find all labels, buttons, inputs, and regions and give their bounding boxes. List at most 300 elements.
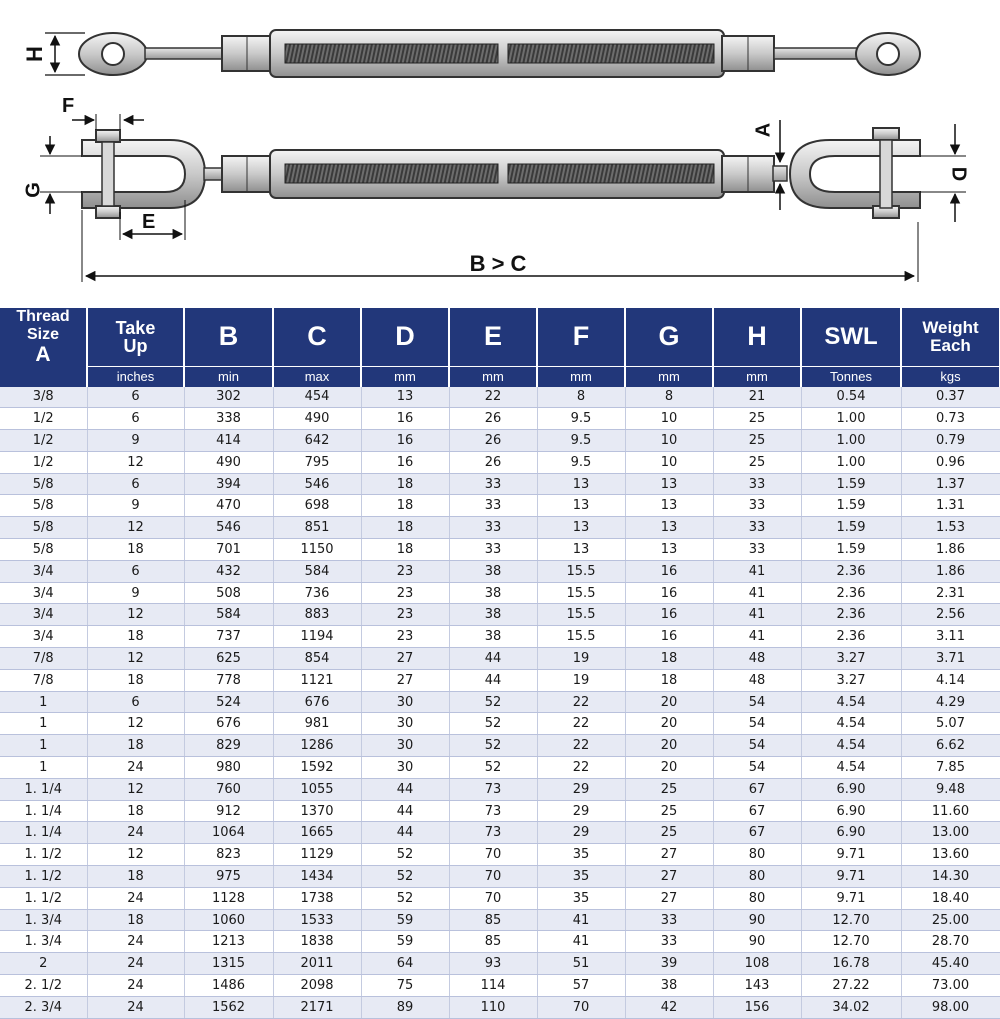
table-cell: 16: [361, 430, 449, 452]
table-cell: 27: [625, 866, 713, 888]
table-cell: 13: [537, 495, 625, 517]
table-cell: 6: [87, 387, 184, 408]
table-cell: 3/4: [0, 582, 87, 604]
table-cell: 1.86: [901, 560, 1000, 582]
table-cell: 3.71: [901, 648, 1000, 670]
table-row: [0, 691, 1000, 713]
table-cell: 0.96: [901, 451, 1000, 473]
table-cell: 22: [537, 757, 625, 779]
table-row: [0, 887, 1000, 909]
table-cell: 41: [713, 604, 801, 626]
table-row: [0, 387, 1000, 408]
table-cell: 16: [625, 626, 713, 648]
table-row: [0, 757, 1000, 779]
table-cell: 6: [87, 560, 184, 582]
unit-d: mm: [361, 366, 449, 387]
table-cell: 25: [713, 408, 801, 430]
table-cell: 38: [449, 604, 537, 626]
table-cell: 114: [449, 975, 537, 997]
table-cell: 25: [713, 430, 801, 452]
table-row: [0, 669, 1000, 691]
table-cell: 6.90: [801, 822, 901, 844]
dimension-d: [920, 124, 970, 222]
table-cell: 1: [0, 691, 87, 713]
table-cell: 454: [273, 387, 361, 408]
table-cell: 38: [449, 626, 537, 648]
table-cell: 1.00: [801, 451, 901, 473]
table-cell: 12: [87, 604, 184, 626]
table-cell: 85: [449, 931, 537, 953]
col-weight-each: Weight Each: [901, 308, 1000, 366]
table-cell: 33: [449, 495, 537, 517]
table-cell: 5/8: [0, 473, 87, 495]
table-cell: 3/4: [0, 560, 87, 582]
table-cell: 33: [449, 473, 537, 495]
table-cell: 12: [87, 451, 184, 473]
table-cell: 1838: [273, 931, 361, 953]
table-cell: 2. 3/4: [0, 996, 87, 1018]
table-cell: 42: [625, 996, 713, 1018]
table-cell: 22: [537, 713, 625, 735]
table-cell: 90: [713, 909, 801, 931]
table-cell: 2011: [273, 953, 361, 975]
table-cell: 338: [184, 408, 273, 430]
col-c: C: [273, 308, 361, 366]
table-cell: 22: [537, 735, 625, 757]
table-cell: 1370: [273, 800, 361, 822]
table-cell: 67: [713, 778, 801, 800]
label-a: A: [752, 122, 775, 138]
table-cell: 44: [361, 822, 449, 844]
table-row: [0, 582, 1000, 604]
table-cell: 1: [0, 713, 87, 735]
table-cell: 18: [625, 648, 713, 670]
table-cell: 0.37: [901, 387, 1000, 408]
table-cell: 13.60: [901, 844, 1000, 866]
dimension-bc: [82, 210, 918, 282]
table-cell: 59: [361, 931, 449, 953]
table-cell: 6.62: [901, 735, 1000, 757]
table-cell: 4.54: [801, 713, 901, 735]
table-cell: 20: [625, 757, 713, 779]
table-cell: 7/8: [0, 669, 87, 691]
table-row: [0, 560, 1000, 582]
table-cell: 1129: [273, 844, 361, 866]
table-cell: 44: [449, 648, 537, 670]
table-cell: 33: [713, 495, 801, 517]
table-cell: 5/8: [0, 539, 87, 561]
table-cell: 70: [449, 844, 537, 866]
table-cell: 1738: [273, 887, 361, 909]
table-cell: 1592: [273, 757, 361, 779]
table-cell: 89: [361, 996, 449, 1018]
table-cell: 854: [273, 648, 361, 670]
table-cell: 3.11: [901, 626, 1000, 648]
table-cell: 25: [625, 800, 713, 822]
table-cell: 33: [449, 517, 537, 539]
table-cell: 1286: [273, 735, 361, 757]
table-cell: 52: [361, 887, 449, 909]
dimension-g: [22, 136, 82, 214]
table-cell: 93: [449, 953, 537, 975]
table-cell: 80: [713, 844, 801, 866]
table-cell: 13: [537, 473, 625, 495]
table-cell: 546: [184, 517, 273, 539]
table-cell: 73: [449, 822, 537, 844]
table-cell: 59: [361, 909, 449, 931]
table-cell: 16: [361, 451, 449, 473]
table-cell: 9: [87, 582, 184, 604]
table-cell: 1.37: [901, 473, 1000, 495]
table-cell: 0.73: [901, 408, 1000, 430]
table-cell: 795: [273, 451, 361, 473]
table-cell: 70: [449, 866, 537, 888]
table-cell: 2.36: [801, 582, 901, 604]
table-cell: 28.70: [901, 931, 1000, 953]
table-cell: 90: [713, 931, 801, 953]
table-cell: 8: [537, 387, 625, 408]
table-cell: 15.5: [537, 604, 625, 626]
table-cell: 16.78: [801, 953, 901, 975]
table-cell: 27.22: [801, 975, 901, 997]
table-row: [0, 517, 1000, 539]
unit-swl: Tonnes: [801, 366, 901, 387]
table-cell: 1.59: [801, 517, 901, 539]
table-cell: 26: [449, 451, 537, 473]
table-cell: 1533: [273, 909, 361, 931]
col-g: G: [625, 308, 713, 366]
table-cell: 33: [625, 931, 713, 953]
table-cell: 1. 1/2: [0, 844, 87, 866]
table-cell: 1315: [184, 953, 273, 975]
label-d: D: [947, 166, 970, 182]
unit-e: mm: [449, 366, 537, 387]
table-cell: 110: [449, 996, 537, 1018]
table-cell: 10: [625, 430, 713, 452]
table-cell: 23: [361, 582, 449, 604]
table-cell: 883: [273, 604, 361, 626]
table-cell: 2: [0, 953, 87, 975]
table-cell: 44: [361, 800, 449, 822]
table-cell: 912: [184, 800, 273, 822]
table-row: [0, 844, 1000, 866]
table-cell: 57: [537, 975, 625, 997]
table-cell: 4.54: [801, 691, 901, 713]
table-cell: 676: [273, 691, 361, 713]
table-cell: 6.90: [801, 800, 901, 822]
jaw-jaw-turnbuckle: [82, 128, 920, 218]
table-cell: 546: [273, 473, 361, 495]
table-cell: 12: [87, 648, 184, 670]
table-cell: 22: [537, 691, 625, 713]
table-cell: 1213: [184, 931, 273, 953]
col-take-up: Take Up: [87, 308, 184, 366]
table-cell: 18.40: [901, 887, 1000, 909]
table-body: [0, 387, 1000, 1019]
table-cell: 851: [273, 517, 361, 539]
table-row: [0, 626, 1000, 648]
table-cell: 33: [713, 517, 801, 539]
table-cell: 52: [449, 735, 537, 757]
table-cell: 30: [361, 757, 449, 779]
table-cell: 23: [361, 604, 449, 626]
table-cell: 1/2: [0, 430, 87, 452]
table-cell: 1/2: [0, 408, 87, 430]
table-cell: 778: [184, 669, 273, 691]
table-cell: 2. 1/2: [0, 975, 87, 997]
table-cell: 80: [713, 887, 801, 909]
col-swl: SWL: [801, 308, 901, 366]
table-cell: 1. 1/4: [0, 800, 87, 822]
table-cell: 18: [625, 669, 713, 691]
table-cell: 38: [449, 560, 537, 582]
table-cell: 18: [361, 517, 449, 539]
table-cell: 490: [273, 408, 361, 430]
table-cell: 0.79: [901, 430, 1000, 452]
unit-g: mm: [625, 366, 713, 387]
table-cell: 16: [625, 560, 713, 582]
table-cell: 45.40: [901, 953, 1000, 975]
table-cell: 2.36: [801, 560, 901, 582]
table-row: [0, 408, 1000, 430]
table-cell: 24: [87, 887, 184, 909]
table-cell: 13: [625, 517, 713, 539]
table-cell: 26: [449, 408, 537, 430]
table-cell: 48: [713, 669, 801, 691]
table-cell: 80: [713, 866, 801, 888]
table-cell: 0.54: [801, 387, 901, 408]
unit-row: [0, 366, 1000, 387]
table-cell: 1. 1/4: [0, 822, 87, 844]
table-cell: 23: [361, 560, 449, 582]
table-cell: 18: [87, 909, 184, 931]
table-cell: 13: [361, 387, 449, 408]
table-cell: 41: [713, 560, 801, 582]
table-cell: 5/8: [0, 517, 87, 539]
table-row: [0, 713, 1000, 735]
table-cell: 67: [713, 822, 801, 844]
table-cell: 33: [449, 539, 537, 561]
turnbuckle-diagram: [0, 0, 1000, 300]
table-row: [0, 822, 1000, 844]
table-cell: 30: [361, 713, 449, 735]
table-cell: 432: [184, 560, 273, 582]
table-row: [0, 430, 1000, 452]
table-cell: 54: [713, 691, 801, 713]
table-cell: 7/8: [0, 648, 87, 670]
table-cell: 15.5: [537, 626, 625, 648]
label-h: H: [21, 46, 47, 62]
table-cell: 18: [361, 473, 449, 495]
unit-weight: kgs: [901, 366, 1000, 387]
table-cell: 1: [0, 735, 87, 757]
table-cell: 1.59: [801, 473, 901, 495]
table-cell: 1. 3/4: [0, 909, 87, 931]
table-row: [0, 975, 1000, 997]
table-cell: 394: [184, 473, 273, 495]
table-cell: 698: [273, 495, 361, 517]
table-cell: 75: [361, 975, 449, 997]
table-cell: 13: [625, 539, 713, 561]
table-cell: 30: [361, 691, 449, 713]
table-cell: 584: [184, 604, 273, 626]
table-cell: 9: [87, 430, 184, 452]
table-cell: 18: [87, 866, 184, 888]
table-cell: 52: [361, 844, 449, 866]
table-cell: 12: [87, 517, 184, 539]
table-cell: 5/8: [0, 495, 87, 517]
table-cell: 10: [625, 451, 713, 473]
table-row: [0, 800, 1000, 822]
table-row: [0, 866, 1000, 888]
table-cell: 33: [625, 909, 713, 931]
label-e: E: [142, 211, 156, 233]
table-row: [0, 604, 1000, 626]
table-cell: 823: [184, 844, 273, 866]
table-cell: 18: [87, 800, 184, 822]
table-cell: 13: [537, 517, 625, 539]
table-cell: 8: [625, 387, 713, 408]
table-cell: 676: [184, 713, 273, 735]
table-cell: 9: [87, 495, 184, 517]
table-cell: 20: [625, 691, 713, 713]
table-cell: 108: [713, 953, 801, 975]
table-cell: 73.00: [901, 975, 1000, 997]
table-cell: 1060: [184, 909, 273, 931]
table-cell: 2.36: [801, 626, 901, 648]
table-cell: 1.86: [901, 539, 1000, 561]
table-cell: 24: [87, 953, 184, 975]
table-cell: 25.00: [901, 909, 1000, 931]
table-cell: 3/8: [0, 387, 87, 408]
table-cell: 1121: [273, 669, 361, 691]
table-cell: 3/4: [0, 604, 87, 626]
table-cell: 70: [537, 996, 625, 1018]
table-cell: 41: [713, 582, 801, 604]
label-f: F: [62, 95, 75, 117]
table-cell: 7.85: [901, 757, 1000, 779]
table-cell: 143: [713, 975, 801, 997]
table-cell: 2.36: [801, 604, 901, 626]
table-cell: 490: [184, 451, 273, 473]
table-cell: 15.5: [537, 560, 625, 582]
table-cell: 67: [713, 800, 801, 822]
table-cell: 1/2: [0, 451, 87, 473]
table-cell: 18: [87, 626, 184, 648]
table-cell: 2171: [273, 996, 361, 1018]
table-cell: 13: [537, 539, 625, 561]
table-cell: 3.27: [801, 648, 901, 670]
table-cell: 85: [449, 909, 537, 931]
table-cell: 1064: [184, 822, 273, 844]
table-cell: 3/4: [0, 626, 87, 648]
table-cell: 14.30: [901, 866, 1000, 888]
col-h: H: [713, 308, 801, 366]
table-cell: 24: [87, 822, 184, 844]
table-cell: 9.71: [801, 887, 901, 909]
table-cell: 18: [87, 539, 184, 561]
table-cell: 29: [537, 800, 625, 822]
table-cell: 1. 3/4: [0, 931, 87, 953]
table-cell: 1. 1/4: [0, 778, 87, 800]
table-cell: 4.54: [801, 735, 901, 757]
table-cell: 52: [361, 866, 449, 888]
table-row: [0, 909, 1000, 931]
table-row: [0, 473, 1000, 495]
table-row: [0, 495, 1000, 517]
table-cell: 54: [713, 713, 801, 735]
table-cell: 25: [625, 778, 713, 800]
table-cell: 35: [537, 866, 625, 888]
table-cell: 25: [713, 451, 801, 473]
table-cell: 52: [449, 713, 537, 735]
table-cell: 15.5: [537, 582, 625, 604]
unit-f: mm: [537, 366, 625, 387]
table-cell: 44: [449, 669, 537, 691]
table-cell: 6.90: [801, 778, 901, 800]
table-cell: 48: [713, 648, 801, 670]
table-cell: 13: [625, 495, 713, 517]
table-cell: 22: [449, 387, 537, 408]
dimension-h: [22, 33, 85, 75]
unit-take-up: inches: [87, 366, 184, 387]
table-cell: 10: [625, 408, 713, 430]
table-row: [0, 648, 1000, 670]
table-cell: 4.14: [901, 669, 1000, 691]
table-cell: 38: [449, 582, 537, 604]
table-cell: 29: [537, 822, 625, 844]
table-cell: 34.02: [801, 996, 901, 1018]
table-cell: 73: [449, 800, 537, 822]
table-cell: 12: [87, 713, 184, 735]
table-cell: 19: [537, 648, 625, 670]
table-cell: 44: [361, 778, 449, 800]
table-cell: 33: [713, 539, 801, 561]
table-cell: 1.00: [801, 430, 901, 452]
table-cell: 1434: [273, 866, 361, 888]
table-cell: 2.31: [901, 582, 1000, 604]
table-cell: 6: [87, 473, 184, 495]
table-cell: 19: [537, 669, 625, 691]
table-cell: 11.60: [901, 800, 1000, 822]
table-cell: 54: [713, 757, 801, 779]
table-cell: 701: [184, 539, 273, 561]
col-d: D: [361, 308, 449, 366]
table-cell: 1.31: [901, 495, 1000, 517]
table-cell: 27: [625, 844, 713, 866]
table-cell: 5.07: [901, 713, 1000, 735]
table-cell: 760: [184, 778, 273, 800]
table-cell: 12.70: [801, 909, 901, 931]
table-cell: 27: [361, 648, 449, 670]
col-thread-size: Thread Size A: [0, 308, 87, 366]
col-f: F: [537, 308, 625, 366]
table-cell: 625: [184, 648, 273, 670]
turnbuckle-spec-table: [0, 308, 1000, 1019]
table-cell: 156: [713, 996, 801, 1018]
table-cell: 3.27: [801, 669, 901, 691]
table-cell: 20: [625, 735, 713, 757]
table-cell: 41: [713, 626, 801, 648]
table-cell: 39: [625, 953, 713, 975]
table-cell: 1.59: [801, 495, 901, 517]
table-cell: 35: [537, 887, 625, 909]
table-cell: 642: [273, 430, 361, 452]
table-cell: 24: [87, 931, 184, 953]
table-cell: 54: [713, 735, 801, 757]
table-cell: 1. 1/2: [0, 866, 87, 888]
table-cell: 1194: [273, 626, 361, 648]
